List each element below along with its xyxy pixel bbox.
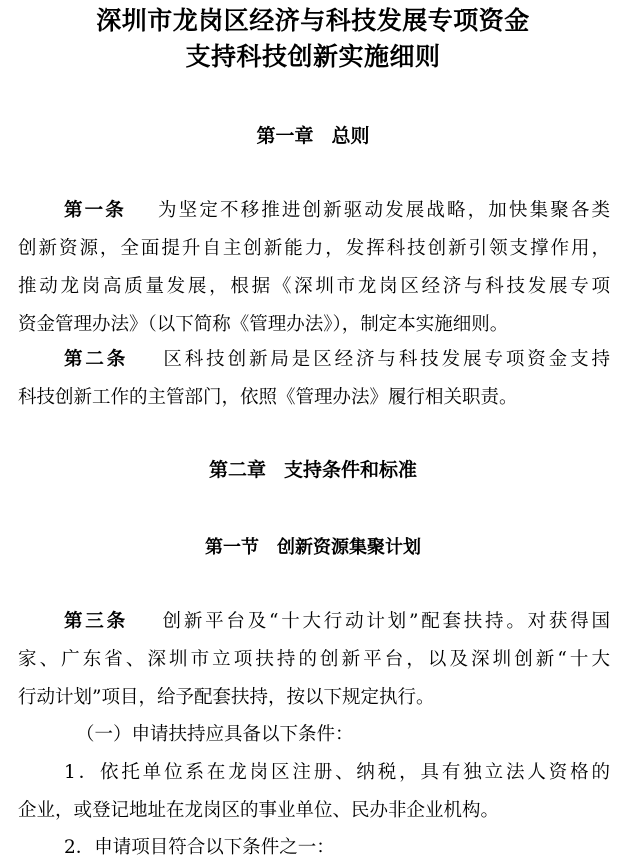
article-2-line-2: 科技创新工作的主管部门，依照《管理办法》履行相关职责。 — [18, 387, 518, 408]
chapter-2-heading — [0, 458, 626, 482]
section-1-name: 创新资源集聚计划 — [277, 537, 421, 558]
item-1-line-2: 企业，或登记地址在龙岗区的事业单位、民办非企业机构。 — [18, 800, 500, 821]
article-1-line-1 — [64, 198, 610, 224]
article-3-text-1: 创新平台及“十大行动计划”配套扶持。对获得国 — [162, 611, 610, 632]
section-1-label: 第一节 — [205, 537, 259, 558]
item-1-line-1: 1．依托单位系在龙岗区注册、纳税，具有独立法人资格的 — [64, 762, 610, 783]
chapter-1-label: 第一章 — [256, 125, 314, 147]
article-2-label: 第二条 — [64, 349, 129, 370]
article-3-line-2: 家、广东省、深圳市立项扶持的创新平台，以及深圳创新“十大 — [18, 649, 610, 670]
article-2-text-1: 区科技创新局是区经济与科技发展专项资金支持 — [163, 349, 610, 370]
section-1-heading — [0, 536, 626, 560]
chapter-2-name: 支持条件和标准 — [284, 459, 418, 481]
article-3-label: 第三条 — [64, 611, 128, 632]
article-2-line-1 — [64, 347, 610, 373]
article-1-line-3: 推动龙岗高质量发展，根据《深圳市龙岗区经济与科技发展专项 — [18, 276, 610, 297]
document-title-line-2: 支持科技创新实施细则 — [185, 42, 441, 71]
article-1-line-4: 资金管理办法》（以下简称《管理办法》），制定本实施细则。 — [18, 314, 509, 335]
chapter-2-label: 第二章 — [208, 459, 266, 481]
document-title-line-1: 深圳市龙岗区经济与科技发展专项资金 — [96, 6, 530, 35]
article-3-line-3: 行动计划”项目，给予配套扶持，按以下规定执行。 — [18, 687, 435, 708]
chapter-1-name: 总则 — [331, 125, 370, 147]
article-3-line-1 — [64, 609, 610, 635]
item-2-line-1: 2．申请项目符合以下条件之一： — [64, 837, 335, 858]
article-1-text-1: 为坚定不移推进创新驱动发展战略，加快集聚各类 — [158, 200, 610, 221]
article-1-line-2: 创新资源，全面提升自主创新能力，发挥科技创新引领支撑作用， — [18, 238, 610, 259]
article-1-label: 第一条 — [64, 200, 126, 221]
clause-1-heading: （一）申请扶持应具备以下条件： — [76, 724, 354, 745]
chapter-1-heading — [0, 124, 626, 148]
